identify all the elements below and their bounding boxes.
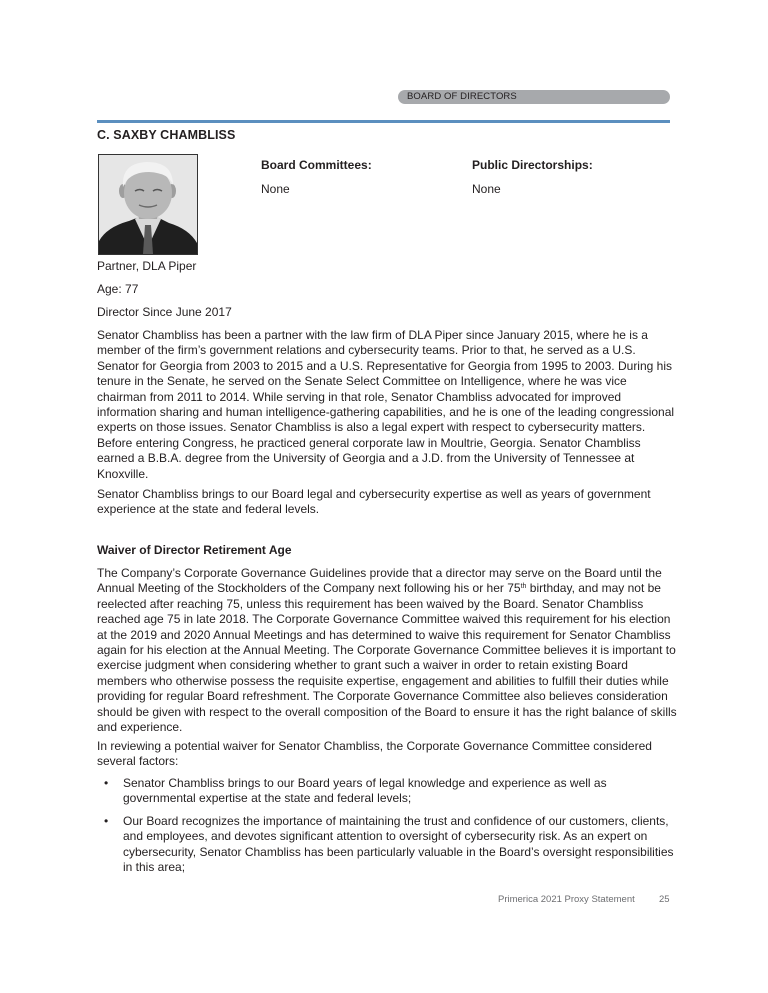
waiver-heading: Waiver of Director Retirement Age bbox=[97, 543, 292, 557]
public-directorships-value: None bbox=[472, 182, 501, 196]
waiver-text-part-b: birthday, and may not be reelected after reaching 75, unless this requirement has been waived by the Board. Senator Chambliss reached age 75 in late 2018. The Corporate Governance Committee waived this requirement for his election at the 2019 and 2020 Annual Meetings and has determined to waive this requirement for Senator Chambliss again for his election at the Annual Meeting. The Corporate Governance Committee believes it is important to exercise judgment when considering whether to grant such a waiver in order to retain existing Board members who otherwise possess the requisite expertise, engagement and abilities to fulfill their duties while providing for regular Board refreshment. The Corporate Governance Committee also believes consideration should be given with respect to the overall composition of the Board to ensure it has the right balance of skills and experience. bbox=[97, 581, 677, 735]
waiver-factors-list bbox=[97, 776, 677, 882]
list-item bbox=[97, 776, 677, 807]
list-item bbox=[97, 814, 677, 876]
director-position: Partner, DLA Piper bbox=[97, 259, 197, 273]
section-divider-rule bbox=[97, 120, 670, 123]
ordinal-superscript: th bbox=[520, 583, 527, 591]
waiver-review-paragraph: In reviewing a potential waiver for Senator Chambliss, the Corporate Governance Committee considered several factors: bbox=[97, 739, 652, 769]
director-since: Director Since June 2017 bbox=[97, 305, 232, 319]
bullet-icon: • bbox=[104, 813, 109, 828]
board-committees-value: None bbox=[261, 182, 290, 196]
section-label-pill: BOARD OF DIRECTORS bbox=[398, 90, 670, 104]
director-photo bbox=[98, 154, 198, 255]
list-item-text: Our Board recognizes the importance of maintaining the trust and confidence of our customers, clients, and employees, and devotes significant attention to oversight of cybersecurity risk. As an expert on cybersecurity, Senator Chambliss has been particularly valuable in the Board’s oversight responsibilities in this area; bbox=[123, 813, 674, 875]
board-committees-label: Board Committees: bbox=[261, 158, 372, 172]
public-directorships-label: Public Directorships: bbox=[472, 158, 593, 172]
portrait-image-icon bbox=[99, 155, 197, 254]
director-age: Age: 77 bbox=[97, 282, 139, 296]
bullet-icon: • bbox=[104, 776, 109, 790]
director-name: C. SAXBY CHAMBLISS bbox=[97, 128, 236, 142]
page-number: 25 bbox=[659, 894, 670, 905]
waiver-policy-paragraph bbox=[97, 566, 677, 735]
waiver-text-part-a: The Company’s Corporate Governance Guidelines provide that a director may serve on the Board until the Annual Meeting of the Stockholders of the Company next following his or her 75 bbox=[97, 566, 662, 596]
bio-summary-paragraph: Senator Chambliss brings to our Board legal and cybersecurity expertise as well as years of government experience at the state and federal levels. bbox=[97, 487, 651, 517]
list-item-text: Senator Chambliss brings to our Board years of legal knowledge and experience as well as governmental expertise at the state and federal levels; bbox=[123, 776, 607, 806]
bio-paragraph: Senator Chambliss has been a partner with the law firm of DLA Piper since January 2015, where he is a member of the firm’s government relations and cybersecurity teams. Prior to that, he served as a U.S. Senator for Georgia from 2003 to 2015 and a U.S. Representative for Georgia from 1995 to 2003. During his tenure in the Senate, he served on the Senate Select Committee on Intelligence, where he was vice chairman from 2011 to 2014. While serving in that role, Senator Chambliss advocated for improved information sharing and human intelligence-gathering capabilities, and he is one of the leading congressional experts on those issues. Senator Chambliss is also a legal expert with respect to cybersecurity matters. Before entering Congress, he practiced general corporate law in Moultrie, Georgia. Senator Chambliss earned a B.B.A. degree from the University of Georgia and a J.D. from the University of Tennessee at Knoxville. bbox=[97, 328, 675, 481]
footer-publication: Primerica 2021 Proxy Statement bbox=[498, 894, 635, 905]
